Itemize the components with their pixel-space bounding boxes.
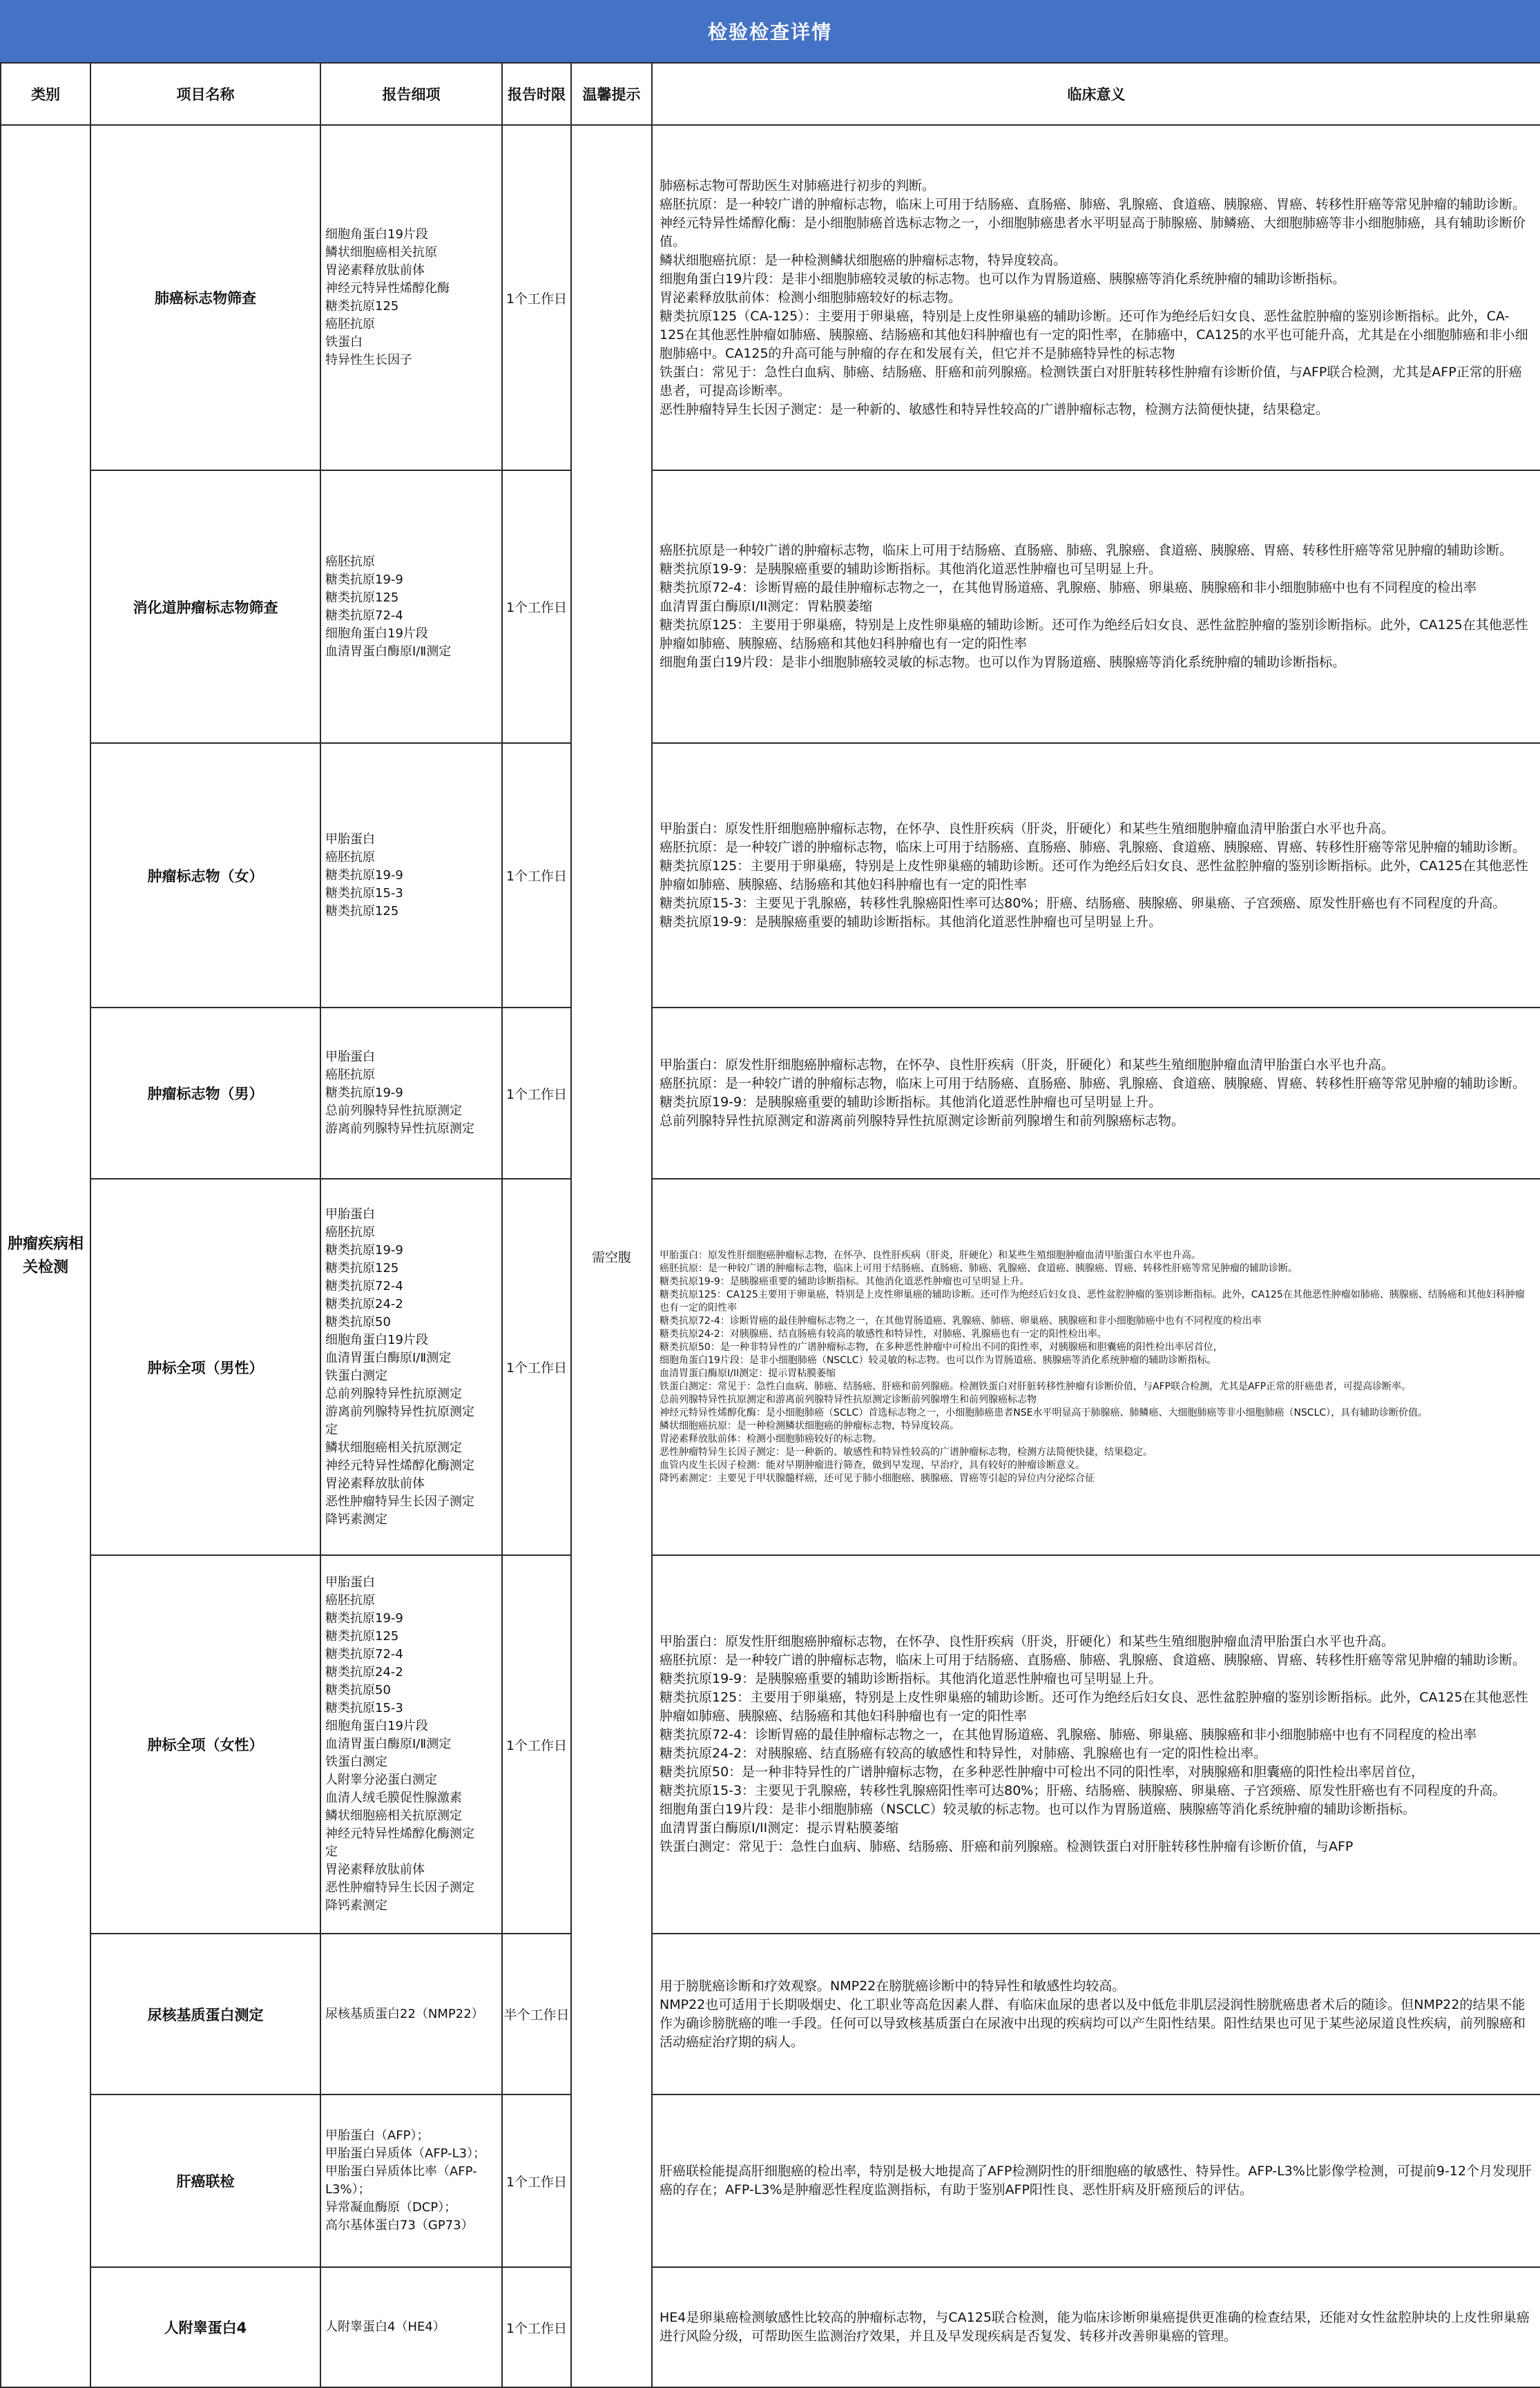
report-items-text: 甲胎蛋白 癌胚抗原 糖类抗原19-9 糖类抗原125 糖类抗原72-4 糖类抗原24-2 糖类抗原50 细胞角蛋白19片段 血清胃蛋白酶原Ⅰ/Ⅱ测定 铁蛋白测定 总前列腺特异性抗原测定 游离前列腺特异性抗原测定 定 鳞状细胞癌相关抗原测定 神经元特异性烯醇化酶测定 胃泌素释放肽前体 恶性肿瘤特异生长因子测定 降钙素测定 xyxy=(325,1206,474,1527)
report-items xyxy=(320,2267,502,2387)
item-name: 肺癌标志物筛查 xyxy=(90,125,320,470)
clinical-meaning xyxy=(652,1008,1540,1179)
exam-detail-table xyxy=(0,62,1540,2388)
report-items xyxy=(320,2095,502,2267)
item-name: 人附睾蛋白4 xyxy=(90,2267,320,2387)
clinical-meaning-text: 肝癌联检能提高肝细胞癌的检出率，特别是极大地提高了AFP检测阴性的肝细胞癌的敏感性、特异性。AFP-L3%比影像学检测，可提前9-12个月发现肝癌的存在；AFP-L3%是肿瘤恶性程度监测指标，有助于鉴别AFP阳性良、恶性肝病及肝癌预后的评估。 xyxy=(660,2164,1532,2197)
clinical-meaning-text: 甲胎蛋白：原发性肝细胞癌肿瘤标志物，在怀孕、良性肝疾病（肝炎，肝硬化）和某些生殖细胞肿瘤血清甲胎蛋白水平也升高。 癌胚抗原：是一种较广谱的肿瘤标志物，临床上可用于结肠癌、直肠癌、肺癌、乳腺癌、食道癌、胰腺癌、胃癌、转移性肝癌等常见肿瘤的辅助诊断。 糖类抗原125：主要用于卵巢癌，特别是上皮性卵巢癌的辅助诊断。还可作为绝经后妇女良、恶性盆腔肿瘤的鉴别诊断指标。此外，CA125在其他恶性肿瘤如肺癌、胰腺癌、结肠癌和其他妇科肿瘤也有一定的阳性率 糖类抗原15-3：主要见于乳腺癌，转移性乳腺癌阳性率可达80%；肝癌、结肠癌、胰腺癌、卵巢癌、子宫颈癌、原发性肝癌也有不同程度的升高。 糖类抗原19-9：是胰腺癌重要的辅助诊断指标。其他消化道恶性肿瘤也可呈明显上升。 xyxy=(660,820,1528,930)
table-row xyxy=(1,1008,1540,1179)
clinical-meaning-text: 用于膀胱癌诊断和疗效观察。NMP22在膀胱癌诊断中的特异性和敏感性均较高。 NMP22也可适用于长期吸烟史、化工职业等高危因素人群、有临床血尿的患者以及中低危非肌层浸润性膀胱癌患者术后的随诊。但NMP22的结果不能作为确诊膀胱癌的唯一手段。任何可以导致核基质蛋白在尿液中出现的疾病均可以产生阳性结果。阳性结果也可见于某些泌尿道良性疾病，前列腺癌和活动癌症治疗期的病人。 xyxy=(660,1978,1526,2050)
table-row xyxy=(1,1179,1540,1555)
report-items-text: 甲胎蛋白 癌胚抗原 糖类抗原19-9 糖类抗原125 糖类抗原72-4 糖类抗原24-2 糖类抗原50 糖类抗原15-3 细胞角蛋白19片段 血清胃蛋白酶原Ⅰ/Ⅱ测定 铁蛋白测定 人附睾分泌蛋白测定 血清人绒毛膜促性腺激素 鳞状细胞癌相关抗原测定 神经元特异性烯醇化酶测定 定 胃泌素释放肽前体 恶性肿瘤特异生长因子测定 降钙素测定 xyxy=(325,1575,474,1913)
item-name: 肿瘤标志物（男） xyxy=(90,1008,320,1179)
table-row xyxy=(1,2095,1540,2267)
header-category: 类别 xyxy=(1,63,90,125)
item-name: 肿瘤标志物（女） xyxy=(90,743,320,1008)
item-name: 肝癌联检 xyxy=(90,2095,320,2267)
category-cell xyxy=(1,125,90,2387)
header-item-name: 项目名称 xyxy=(90,63,320,125)
report-period: 1个工作日 xyxy=(502,1555,571,1934)
clinical-meaning-text: 甲胎蛋白：原发性肝细胞癌肿瘤标志物，在怀孕、良性肝疾病（肝炎，肝硬化）和某些生殖细胞肿瘤血清甲胎蛋白水平也升高。 癌胚抗原：是一种较广谱的肿瘤标志物，临床上可用于结肠癌、直肠癌、肺癌、乳腺癌、食道癌、胰腺癌、胃癌、转移性肝癌等常见肿瘤的辅助诊断。 糖类抗原19-9：是胰腺癌重要的辅助诊断指标。其他消化道恶性肿瘤也可呈明显上升。 总前列腺特异性抗原测定和游离前列腺特异性抗原测定诊断前列腺增生和前列腺癌标志物。 xyxy=(660,1057,1526,1128)
table-row xyxy=(1,125,1540,470)
clinical-meaning-text: HE4是卵巢癌检测敏感性比较高的肿瘤标志物，与CA125联合检测，能为临床诊断卵巢癌提供更准确的检查结果，还能对女性盆腔肿块的上皮性卵巢癌进行风险分级，可帮助医生监测治疗效果，并且及早发现疾病是否复发、转移并改善卵巢癌的管理。 xyxy=(660,2310,1530,2344)
table-row xyxy=(1,470,1540,743)
clinical-meaning xyxy=(652,125,1540,470)
clinical-meaning xyxy=(652,470,1540,743)
table-header-row xyxy=(1,63,1540,125)
item-name: 肿标全项（男性） xyxy=(90,1179,320,1555)
report-items xyxy=(320,1179,502,1555)
report-items-text: 甲胎蛋白（AFP）； 甲胎蛋白异质体（AFP-L3）； 甲胎蛋白异质体比率（AFP-L3%）； 异常凝血酶原（DCP）； 高尔基体蛋白73（GP73） xyxy=(325,2128,486,2233)
clinical-meaning xyxy=(652,743,1540,1008)
report-items-text: 甲胎蛋白 癌胚抗原 糖类抗原19-9 总前列腺特异性抗原测定 游离前列腺特异性抗原测定 xyxy=(325,1050,474,1136)
header-tip: 温馨提示 xyxy=(571,63,652,125)
page-title: 检验检查详情 xyxy=(0,0,1540,62)
category-label: 肿瘤疾病相关检测 xyxy=(7,1235,84,1276)
table-row xyxy=(1,1934,1540,2095)
report-items-text: 甲胎蛋白 癌胚抗原 糖类抗原19-9 糖类抗原15-3 糖类抗原125 xyxy=(325,831,403,918)
report-items-text: 尿核基质蛋白22（NMP22） xyxy=(325,2006,484,2021)
report-period: 1个工作日 xyxy=(502,1008,571,1179)
clinical-meaning xyxy=(652,2095,1540,2267)
report-items-text: 细胞角蛋白19片段 鳞状细胞癌相关抗原 胃泌素释放肽前体 神经元特异性烯醇化酶 糖类抗原125 癌胚抗原 铁蛋白 特异性生长因子 xyxy=(325,227,450,367)
report-period: 1个工作日 xyxy=(502,743,571,1008)
report-items-text: 人附睾蛋白4（HE4） xyxy=(325,2320,445,2334)
report-period: 1个工作日 xyxy=(502,470,571,743)
clinical-meaning-text: 癌胚抗原是一种较广谱的肿瘤标志物，临床上可用于结肠癌、直肠癌、肺癌、乳腺癌、食道癌、胰腺癌、胃癌、转移性肝癌等常见肿瘤的辅助诊断。 糖类抗原19-9：是胰腺癌重要的辅助诊断指标。其他消化道恶性肿瘤也可呈明显上升。 糖类抗原72-4：诊断胃癌的最佳肿瘤标志物之一，在其他胃肠道癌、乳腺癌、肺癌、卵巢癌、胰腺癌和非小细胞肺癌中也有不同程度的检出率 血清胃蛋白酶原I/II测定：胃粘膜萎缩 糖类抗原125：主要用于卵巢癌，特别是上皮性卵巢癌的辅助诊断。还可作为绝经后妇女良、恶性盆腔肿瘤的鉴别诊断指标。此外，CA125在其他恶性肿瘤如肺癌、胰腺癌、结肠癌和其他妇科肿瘤也有一定的阳性率 细胞角蛋白19片段：是非小细胞肺癌较灵敏的标志物。也可以作为胃肠道癌、胰腺癌等消化系统肿瘤的辅助诊断指标。 xyxy=(660,543,1528,670)
item-name: 消化道肿瘤标志物筛查 xyxy=(90,470,320,743)
report-items xyxy=(320,1555,502,1934)
tip-label: 需空腹 xyxy=(591,1249,631,1265)
report-items xyxy=(320,470,502,743)
table-row xyxy=(1,743,1540,1008)
report-items xyxy=(320,1008,502,1179)
report-period: 1个工作日 xyxy=(502,2095,571,2267)
report-items-text: 癌胚抗原 糖类抗原19-9 糖类抗原125 糖类抗原72-4 细胞角蛋白19片段 血清胃蛋白酶原Ⅰ/Ⅱ测定 xyxy=(325,554,452,659)
report-period: 半个工作日 xyxy=(502,1934,571,2095)
tip-cell xyxy=(571,125,652,2387)
item-name: 肿标全项（女性） xyxy=(90,1555,320,1934)
clinical-meaning-text: 甲胎蛋白：原发性肝细胞癌肿瘤标志物，在怀孕、良性肝疾病（肝炎，肝硬化）和某些生殖细胞肿瘤血清甲胎蛋白水平也升高。 癌胚抗原：是一种较广谱的肿瘤标志物，临床上可用于结肠癌、直肠癌、肺癌、乳腺癌、食道癌、胰腺癌、胃癌、转移性肝癌等常见肿瘤的辅助诊断。 糖类抗原19-9：是胰腺癌重要的辅助诊断指标。其他消化道恶性肿瘤也可呈明显上升。 糖类抗原125：主要用于卵巢癌，特别是上皮性卵巢癌的辅助诊断。还可作为绝经后妇女良、恶性盆腔肿瘤的鉴别诊断指标。此外，CA125在其他恶性肿瘤如肺癌、胰腺癌、结肠癌和其他妇科肿瘤也有一定的阳性率 糖类抗原72-4：诊断胃癌的最佳肿瘤标志物之一，在其他胃肠道癌、乳腺癌、肺癌、卵巢癌、胰腺癌和非小细胞肺癌中也有不同程度的检出率 糖类抗原24-2：对胰腺癌、结直肠癌有较高的敏感性和特异性，对肺癌、乳腺癌也有一定的阳性检出率。 糖类抗原50：是一种非特异性的广谱肿瘤标志物，在多种恶性肿瘤中可检出不同的阳性率，对胰腺癌和胆囊癌的阳性检出率居首位， 糖类抗原15-3：主要见于乳腺癌，转移性乳腺癌阳性率可达80%；肝癌、结肠癌、胰腺癌、卵巢癌、子宫颈癌、原发性肝癌也有不同程度的升高。 细胞角蛋白19片段：是非小细胞肺癌（NSCLC）较灵敏的标志物。也可以作为胃肠道癌、胰腺癌等消化系统肿瘤的辅助诊断指标。 血清胃蛋白酶原I/II测定：提示胃粘膜萎缩 铁蛋白测定：常见于：急性白血病、肺癌、结肠癌、肝癌和前列腺癌。检测铁蛋白对肝脏转移性肿瘤有诊断价值，与AFP xyxy=(660,1634,1528,1854)
report-period: 1个工作日 xyxy=(502,2267,571,2387)
clinical-meaning xyxy=(652,1179,1540,1555)
clinical-meaning xyxy=(652,1555,1540,1934)
report-items xyxy=(320,743,502,1008)
clinical-meaning-text: 肺癌标志物可帮助医生对肺癌进行初步的判断。 癌胚抗原：是一种较广谱的肿瘤标志物，临床上可用于结肠癌、直肠癌、肺癌、乳腺癌、食道癌、胰腺癌、胃癌、转移性肝癌等常见肿瘤的辅助诊断。 神经元特异性烯醇化酶：是小细胞肺癌首选标志物之一，小细胞肺癌患者水平明显高于肺腺癌、肺鳞癌、大细胞肺癌等非小细胞肺癌，具有辅助诊断价值。 鳞状细胞癌抗原：是一种检测鳞状细胞癌的肿瘤标志物，特异度较高。 细胞角蛋白19片段：是非小细胞肺癌较灵敏的标志物。也可以作为胃肠道癌、胰腺癌等消化系统肿瘤的辅助诊断指标。 胃泌素释放肽前体：检测小细胞肺癌较好的标志物。 糖类抗原125（CA-125）：主要用于卵巢癌，特别是上皮性卵巢癌的辅助诊断。还可作为绝经后妇女良、恶性盆腔肿瘤的鉴别诊断指标。此外，CA-125在其他恶性肿瘤如肺癌、胰腺癌、结肠癌和其他妇科肿瘤也有一定的阳性率，在肺癌中，CA125的水平也可能升高，尤其是在小细胞肺癌和非小细胞肺癌中。CA125的升高可能与肿瘤的存在和发展有关，但它并不是肺癌特异性的标志物 铁蛋白：常见于：急性白血病、肺癌、结肠癌、肝癌和前列腺癌。检测铁蛋白对肝脏转移性肿瘤有诊断价值，与AFP联合检测，尤其是AFP正常的肝癌患者，可提高诊断率。 恶性肿瘤特异生长因子测定：是一种新的、敏感性和特异性较高的广谱肿瘤标志物，检测方法简便快捷，结果稳定。 xyxy=(660,177,1528,417)
item-name: 尿核基质蛋白测定 xyxy=(90,1934,320,2095)
header-report-items: 报告细项 xyxy=(320,63,502,125)
table-row xyxy=(1,1555,1540,1934)
clinical-meaning xyxy=(652,2267,1540,2387)
header-clinical-meaning: 临床意义 xyxy=(652,63,1540,125)
report-period: 1个工作日 xyxy=(502,1179,571,1555)
report-period: 1个工作日 xyxy=(502,125,571,470)
clinical-meaning-text: 甲胎蛋白：原发性肝细胞癌肿瘤标志物，在怀孕、良性肝疾病（肝炎，肝硬化）和某些生殖细胞肿瘤血清甲胎蛋白水平也升高。 癌胚抗原：是一种较广谱的肿瘤标志物，临床上可用于结肠癌、直肠癌、肺癌、乳腺癌、食道癌、胰腺癌、胃癌、转移性肝癌等常见肿瘤的辅助诊断。 糖类抗原19-9：是胰腺癌重要的辅助诊断指标。其他消化道恶性肿瘤也可呈明显上升。 糖类抗原125：CA125主要用于卵巢癌，特别是上皮性卵巢癌的辅助诊断。还可作为绝经后妇女良、恶性盆腔肿瘤的鉴别诊断指标。此外，CA125在其他恶性肿瘤如肺癌、胰腺癌、结肠癌和其他妇科肿瘤也有一定的阳性率 糖类抗原72-4：诊断胃癌的最佳肿瘤标志物之一，在其他胃肠道癌、乳腺癌、肺癌、卵巢癌、胰腺癌和非小细胞肺癌中也有不同程度的检出率 糖类抗原24-2：对胰腺癌、结直肠癌有较高的敏感性和特异性，对肺癌、乳腺癌也有一定的阳性检出率。 糖类抗原50：是一种非特异性的广谱肿瘤标志物，在多种恶性肿瘤中可检出不同的阳性率，对胰腺癌和胆囊癌的阳性检出率居首位， 细胞角蛋白19片段：是非小细胞肺癌（NSCLC）较灵敏的标志物。也可以作为胃肠道癌、胰腺癌等消化系统肿瘤的辅助诊断指标。 血清胃蛋白酶原I/II测定：提示胃粘膜萎缩 铁蛋白测定：常见于：急性白血病、肺癌、结肠癌、肝癌和前列腺癌。检测铁蛋白对肝脏转移性肿瘤有诊断价值，与AFP联合检测，尤其是AFP正常的肝癌患者，可提高诊断率。 总前列腺特异性抗原测定和游离前列腺特异性抗原测定诊断前列腺增生和前列腺癌标志物 神经元特异性烯醇化酶：是小细胞肺癌（SCLC）首选标志物之一，小细胞肺癌患者NSE水平明显高于肺腺癌、肺鳞癌、大细胞肺癌等非小细胞肺癌（NSCLC），具有辅助诊断价值。 鳞状细胞癌抗原：是一种检测鳞状细胞癌的肿瘤标志物，特异度较高。 胃泌素释放肽前体：检测小细胞肺癌较好的标志物。 恶性肿瘤特异生长因子测定：是一种新的、敏感性和特异性较高的广谱肿瘤标志物，检测方法简便快捷，结果稳定。 血管内皮生长因子检测：能对早期肿瘤进行筛查，做到早发现、早治疗，具有较好的肿瘤诊断意义。 降钙素测定：主要见于甲状腺髓样癌，还可见于肺小细胞癌、胰腺癌、胃癌等引起的异位内分泌综合征 xyxy=(660,1249,1525,1484)
table-row xyxy=(1,2267,1540,2387)
clinical-meaning xyxy=(652,1934,1540,2095)
report-items xyxy=(320,1934,502,2095)
report-items xyxy=(320,125,502,470)
header-report-period: 报告时限 xyxy=(502,63,571,125)
